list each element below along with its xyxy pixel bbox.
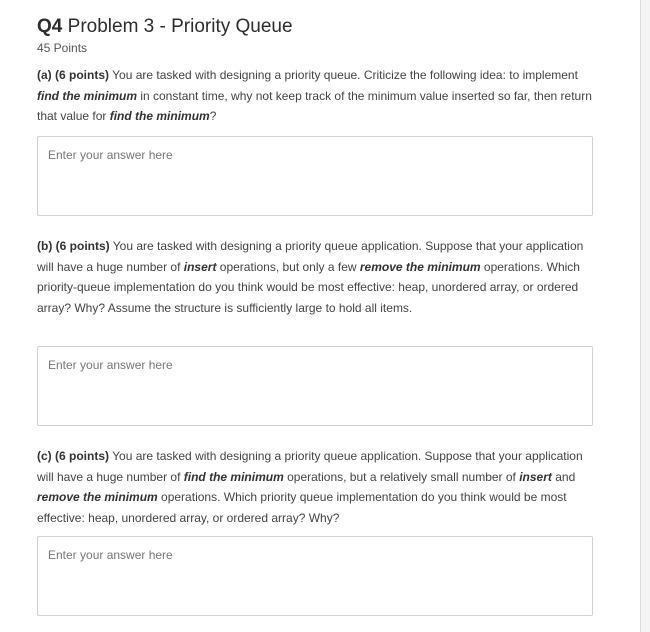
part-c-emphasis: remove the minimum [37, 490, 158, 504]
part-a-answer-placeholder: Enter your answer here [48, 148, 173, 162]
part-c-answer-input[interactable] [37, 536, 593, 616]
part-a [37, 65, 597, 127]
part-b-prompt [37, 236, 597, 318]
part-a-emphasis: find the minimum [109, 109, 210, 123]
part-c-answer-placeholder: Enter your answer here [48, 548, 173, 562]
part-c-text: and [551, 469, 576, 484]
question-title [37, 14, 293, 40]
part-c-text: operations. Which priority queue implementation do you think would be most effective: heap, unordered array, or ordered array? Why? [37, 490, 567, 525]
part-b-emphasis: remove the minimum [359, 259, 481, 274]
part-b [37, 236, 597, 318]
part-c-prompt [37, 446, 597, 528]
part-c-emphasis: find the minimum [183, 469, 284, 484]
part-b-text: operations, but only a few [216, 259, 360, 274]
question-title-text: Problem 3 - Priority Queue [67, 16, 293, 37]
part-a-emphasis: find the minimum [37, 88, 137, 103]
part-c-emphasis: insert [519, 469, 552, 484]
part-a-text: in constant time, why not keep track of the minimum value inserted so far, then return that value for [37, 88, 592, 123]
part-a-prompt [37, 65, 597, 127]
question-header [37, 14, 293, 56]
part-a-label: (a) (6 points) [37, 68, 109, 82]
part-b-answer-input[interactable] [37, 346, 593, 426]
part-c-text: operations, but a relatively small number of [283, 469, 520, 484]
question-points: 45 Points [37, 41, 88, 55]
part-a-text: You are tasked with designing a priority queue. Criticize the following idea: to implement [109, 68, 578, 82]
part-b-label: (b) (6 points) [37, 239, 110, 253]
part-a-answer-input[interactable] [37, 136, 593, 216]
part-b-emphasis: insert [183, 259, 217, 274]
part-c-text: You are tasked with designing a priority queue application. Suppose that your application will have a huge number of [37, 449, 583, 484]
question-number: Q4 [37, 16, 63, 37]
part-c [37, 446, 597, 528]
part-b-text: You are tasked with designing a priority queue application. Suppose that your application will have a huge number of [37, 239, 584, 274]
right-gutter [641, 0, 650, 632]
part-c-label: (c) (6 points) [37, 449, 109, 463]
part-b-text: operations. Which priority-queue implementation do you think would be most effective: heap, unordered array, or ordered array? Why? Assume the structure is sufficiently large to hold all items. [37, 259, 580, 315]
part-b-answer-placeholder: Enter your answer here [48, 358, 173, 372]
part-a-text: ? [209, 109, 217, 123]
